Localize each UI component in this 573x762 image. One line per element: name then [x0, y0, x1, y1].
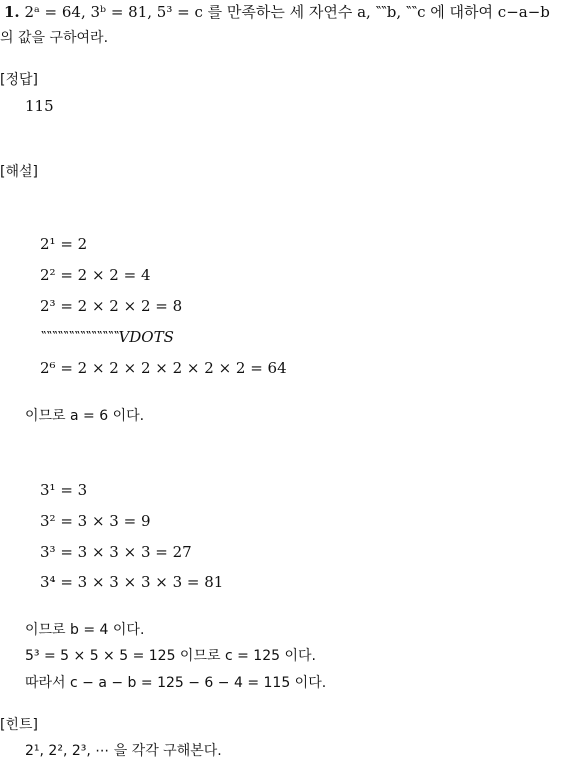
- power-two-line: 2³ = 2 × 2 × 2 = 8: [40, 297, 183, 315]
- conclusion-b: 이므로 b = 4 이다.: [25, 622, 145, 638]
- power-two-line: 2² = 2 × 2 = 4: [40, 266, 151, 284]
- problem-line-1: [4, 2, 550, 22]
- solution-heading: [해설]: [0, 164, 38, 180]
- power-three-line: 3³ = 3 × 3 × 3 = 27: [40, 543, 192, 561]
- power-two-line: 2⁶ = 2 × 2 × 2 × 2 × 2 × 2 = 64: [40, 359, 287, 377]
- power-three-line: 3¹ = 3: [40, 481, 88, 499]
- problem-number: 1.: [4, 3, 20, 21]
- hint-text: 2¹, 2², 2³, ⋯ 을 각각 구해본다.: [25, 743, 222, 759]
- answer-value: 115: [25, 97, 54, 115]
- problem-text: 2ᵃ = 64, 3ᵇ = 81, 5³ = c 를 만족하는 세 자연수 a, ‶‶b, ‶‶c 에 대하여 c−a−b: [24, 3, 550, 21]
- final-conclusion: 따라서 c − a − b = 125 − 6 − 4 = 115 이다.: [25, 675, 327, 691]
- vdots-line: ‶‶‶‶‶‶‶‶‶‶‶‶‶‶VDOTS: [40, 328, 174, 346]
- power-three-line: 3⁴ = 3 × 3 × 3 × 3 = 81: [40, 573, 224, 591]
- conclusion-a: 이므로 a = 6 이다.: [25, 408, 145, 424]
- power-three-line: 3² = 3 × 3 = 9: [40, 512, 151, 530]
- conclusion-c: 5³ = 5 × 5 × 5 = 125 이므로 c = 125 이다.: [25, 648, 316, 664]
- problem-line-2: 의 값을 구하여라.: [0, 30, 109, 46]
- power-two-line: 2¹ = 2: [40, 235, 88, 253]
- answer-heading: [정답]: [0, 72, 38, 88]
- hint-heading: [힌트]: [0, 717, 38, 733]
